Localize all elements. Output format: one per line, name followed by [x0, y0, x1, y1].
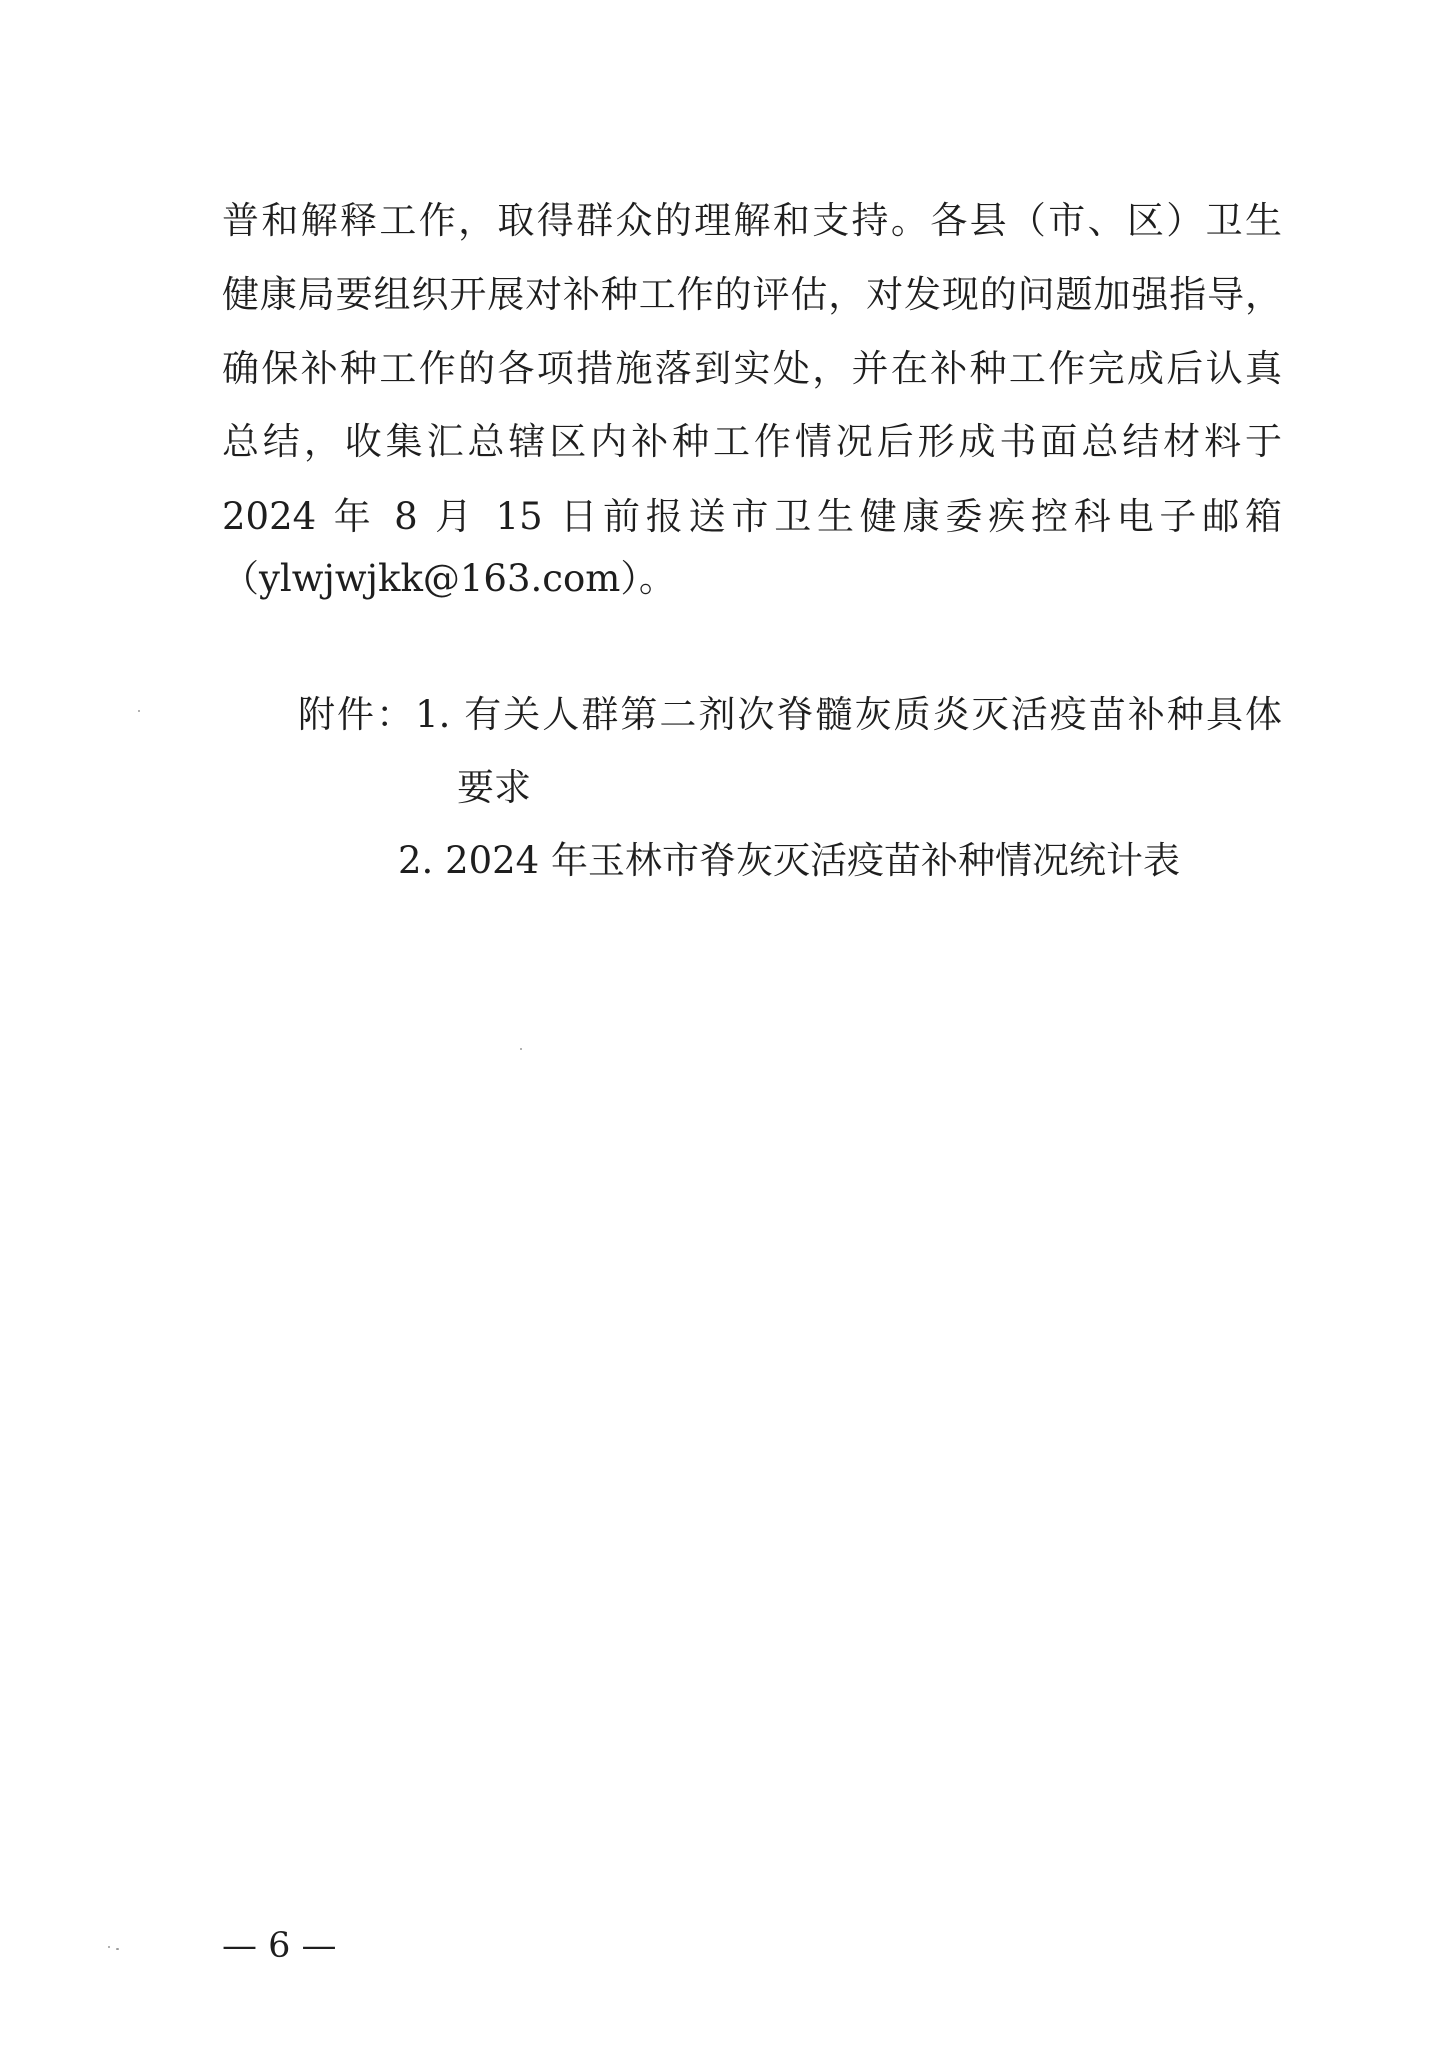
- body-line-3: 确保补种工作的各项措施落到实处，并在补种工作完成后认真: [222, 347, 1282, 390]
- attachment-1-line-2: 要求: [457, 766, 531, 809]
- body-line-4: 总结，收集汇总辖区内补种工作情况后形成书面总结材料于: [222, 420, 1282, 463]
- page-number: — 6 —: [222, 1926, 337, 1966]
- body-line-6-email: （ylwjwjkk@163.com）。: [222, 557, 676, 600]
- attachment-1-line-1: 附件：1. 有关人群第二剂次脊髓灰质炎灭活疫苗补种具体: [298, 693, 1282, 736]
- attachment-2: 2. 2024 年玉林市脊灰灭活疫苗补种情况统计表: [398, 839, 1180, 882]
- body-line-2: 健康局要组织开展对补种工作的评估，对发现的问题加强指导，: [222, 273, 1282, 316]
- body-line-5: 2024 年 8 月 15 日前报送市卫生健康委疾控科电子邮箱: [222, 495, 1282, 538]
- body-line-1: 普和解释工作，取得群众的理解和支持。各县（市、区）卫生: [222, 199, 1282, 242]
